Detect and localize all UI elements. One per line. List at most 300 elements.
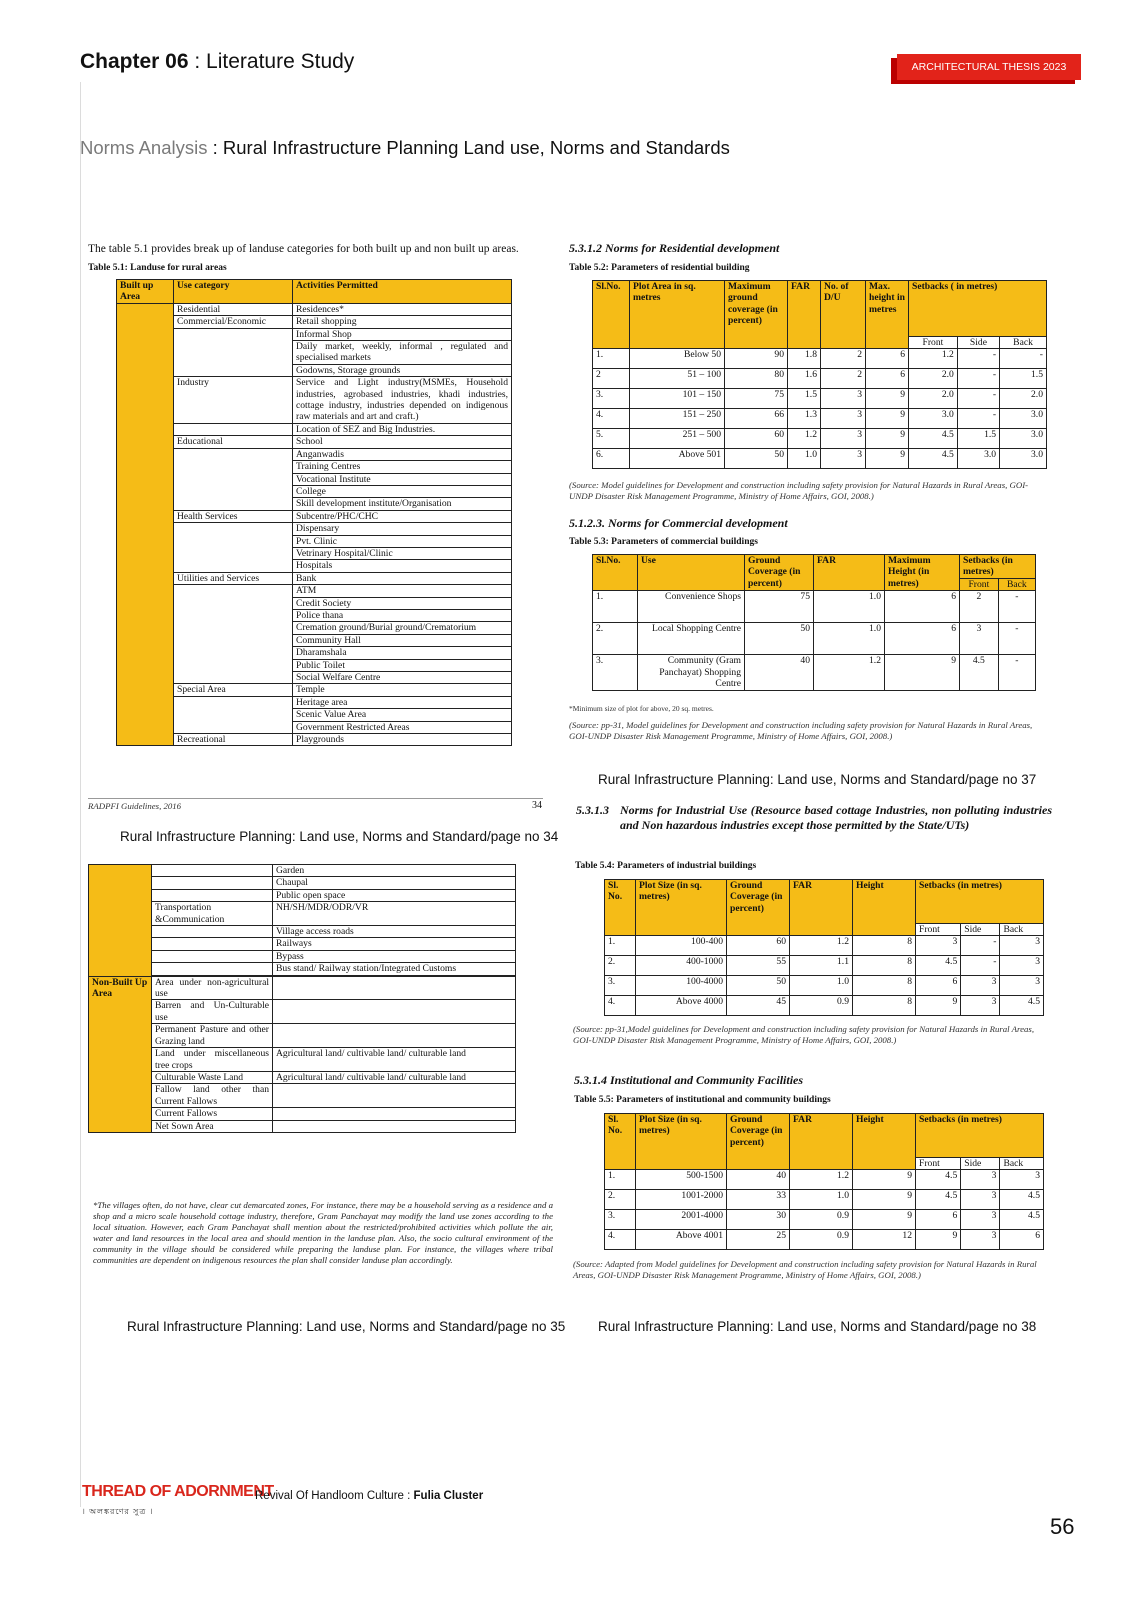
col-header: Plot Area in sq. metres: [630, 281, 725, 349]
table-cell: [89, 926, 152, 938]
table-cell: 1.5: [788, 389, 821, 409]
table-cell: [174, 448, 293, 460]
table-row: [593, 389, 1047, 409]
footer-text: Revival Of Handloom Culture : Fulia Cluster: [255, 1490, 484, 1502]
table-cell: [174, 622, 293, 634]
table-row: [605, 1190, 1044, 1210]
table-cell: 40: [745, 655, 814, 691]
table-cell: Police thana: [293, 609, 512, 621]
table-row: [117, 560, 512, 572]
table-row: [117, 436, 512, 448]
table-row: [117, 547, 512, 559]
table-cell: 3.: [593, 389, 630, 409]
table-cell: Current Fallows: [152, 1108, 273, 1120]
table-cell: Agricultural land/ cultivable land/ culturable land: [273, 1071, 516, 1083]
page-number: 56: [1050, 1514, 1075, 1539]
table-cell: -: [998, 655, 1035, 691]
table-cell: [117, 585, 174, 597]
table-cell: 9: [866, 409, 909, 429]
table-row: [117, 634, 512, 646]
table-cell: [117, 436, 174, 448]
table-cell: 1.5: [1000, 369, 1047, 389]
table-cell: [117, 341, 174, 365]
table-cell: [273, 1108, 516, 1120]
table-cell: 1001-2000: [636, 1190, 727, 1210]
table-cell: -: [998, 591, 1035, 623]
table-cell: 3.: [605, 1210, 636, 1230]
margin-rule: [80, 82, 81, 1507]
table-cell: [89, 950, 152, 962]
institutional-heading: 5.3.1.4 Institutional and Community Facilities: [574, 1073, 804, 1087]
table-cell: [273, 976, 516, 1000]
residential-heading: 5.3.1.2 Norms for Residential development: [569, 241, 780, 255]
table-cell: 4.5: [909, 429, 958, 449]
table-cell: Temple: [293, 684, 512, 696]
table-cell: 1.: [605, 1170, 636, 1190]
table-cell: 3.: [593, 655, 638, 691]
table-cell: 0.9: [790, 1210, 853, 1230]
col-header: Maximum ground coverage (in percent): [725, 281, 788, 349]
col-header: Sl. No.: [605, 880, 636, 936]
col-header: FAR: [788, 281, 821, 349]
table-cell: Above 4000: [636, 996, 727, 1016]
table-source: RADPFI Guidelines, 2016: [88, 801, 182, 811]
table-cell: [174, 609, 293, 621]
table-cell: [117, 709, 174, 721]
table-cell: [174, 498, 293, 510]
table-row: [593, 349, 1047, 369]
table-cell: [117, 721, 174, 733]
brand-logo: THREAD OF ADORNMENT: [82, 1483, 274, 1500]
table-cell: 5.: [593, 429, 630, 449]
table-cell: [117, 684, 174, 696]
table-cell: [89, 889, 152, 901]
table-cell: 75: [725, 389, 788, 409]
chapter-title: Chapter 06 : Literature Study: [80, 50, 355, 73]
table-cell: [89, 1108, 152, 1120]
col-header: Ground Coverage (in percent): [727, 1114, 790, 1170]
table-cell: 2.0: [909, 389, 958, 409]
table-cell: [174, 560, 293, 572]
table-cell: 2: [821, 349, 866, 369]
table-cell: 8: [853, 956, 916, 976]
table-cell: 4.: [605, 996, 636, 1016]
table-row: [593, 655, 1036, 691]
table-cell: 1.0: [790, 976, 853, 996]
table-cell: Convenience Shops: [638, 591, 745, 623]
table-cell: 25: [727, 1230, 790, 1250]
table-cell: [89, 1084, 152, 1108]
table-cell: 3: [1000, 956, 1044, 976]
table-row: [117, 696, 512, 708]
table-cell: 4.5: [960, 655, 999, 691]
table-cell: Godowns, Storage grounds: [293, 364, 512, 376]
table-cell: 3: [1000, 1170, 1044, 1190]
table-cell: [117, 377, 174, 424]
table-cell: [117, 523, 174, 535]
table-cell: -: [957, 409, 999, 429]
table-caption: Table 5.4: Parameters of industrial buildings: [575, 861, 757, 871]
col-header: Max. height in metres: [866, 281, 909, 349]
table-cell: [174, 597, 293, 609]
institutional-table: [604, 1113, 1044, 1250]
table-cell: 1.6: [788, 369, 821, 389]
table-caption: Table 5.2: Parameters of residential building: [569, 263, 750, 273]
table-cell: -: [961, 956, 1000, 976]
table-row: [117, 684, 512, 696]
table-cell: 1.2: [790, 1170, 853, 1190]
table-cell: 4.5: [1000, 1210, 1044, 1230]
table-cell: [89, 865, 152, 877]
table-row: [117, 709, 512, 721]
table-cell: Daily market, weekly, informal , regulated and specialised markets: [293, 341, 512, 365]
table-cell: -: [957, 389, 999, 409]
industrial-heading-num: 5.3.1.3: [576, 803, 609, 817]
table-cell: Commercial/Economic: [174, 316, 293, 328]
table-cell: 2.: [593, 623, 638, 655]
table-cell: 1.0: [814, 591, 885, 623]
table-cell: -: [957, 349, 999, 369]
table-cell: 4.5: [909, 449, 958, 469]
col-header: Plot Size (in sq. metres): [636, 880, 727, 936]
table-row: [593, 409, 1047, 429]
col-header: Sl.No.: [593, 281, 630, 349]
table-cell: Vetrinary Hospital/Clinic: [293, 547, 512, 559]
sub-header: Side: [957, 337, 999, 349]
col-header: Setbacks (in metres): [916, 880, 1044, 924]
table-cell: 9: [916, 996, 961, 1016]
table-cell: [174, 328, 293, 340]
table-cell: 90: [725, 349, 788, 369]
table-cell: [273, 1024, 516, 1048]
table-cell: Playgrounds: [293, 734, 512, 746]
table-cell: [117, 498, 174, 510]
table-cell: Retail shopping: [293, 316, 512, 328]
table-cell: 2001-4000: [636, 1210, 727, 1230]
table-cell: [117, 485, 174, 497]
table-cell: [174, 461, 293, 473]
table-cell: [273, 1084, 516, 1108]
table-cell: [273, 1120, 516, 1132]
table-cell: 3: [1000, 936, 1044, 956]
table-cell: 3.0: [909, 409, 958, 429]
col-header: Height: [853, 1114, 916, 1170]
table-cell: [89, 938, 152, 950]
table-cell: [117, 510, 174, 522]
table-cell: 6: [885, 623, 960, 655]
section-title: Norms Analysis : Rural Infrastructure Planning Land use, Norms and Standards: [80, 137, 730, 158]
table-cell: [174, 523, 293, 535]
col-header: Sl. No.: [605, 1114, 636, 1170]
commercial-table: [592, 554, 1036, 691]
table-cell: 101 – 150: [630, 389, 725, 409]
table-cell: 1.0: [814, 623, 885, 655]
caption-p37: Rural Infrastructure Planning: Land use, Norms and Standard/page no 37: [598, 772, 1037, 787]
table-cell: [152, 926, 273, 938]
table-row: [117, 485, 512, 497]
table-cell: 33: [727, 1190, 790, 1210]
table-header-row: [117, 280, 512, 304]
table-row: [117, 341, 512, 365]
table-row: [117, 585, 512, 597]
table-cell: 50: [745, 623, 814, 655]
table-cell: [174, 364, 293, 376]
table-cell: ATM: [293, 585, 512, 597]
table-cell: 8: [853, 996, 916, 1016]
table-cell: 3: [821, 409, 866, 429]
table-cell: Railways: [273, 938, 516, 950]
table-cell: Public open space: [273, 889, 516, 901]
col-header: No. of D/U: [821, 281, 866, 349]
table-cell: 1.: [605, 936, 636, 956]
table-cell: 1.: [593, 591, 638, 623]
table-cell: [117, 734, 174, 746]
col-header: FAR: [814, 555, 885, 591]
table-cell: 3: [821, 429, 866, 449]
commercial-heading: 5.1.2.3. Norms for Commercial development: [569, 516, 788, 530]
sub-header: Back: [1000, 924, 1044, 936]
table-cell: College: [293, 485, 512, 497]
table-cell: [174, 535, 293, 547]
table-row: [117, 510, 512, 522]
col-header: Sl.No.: [593, 555, 638, 591]
caption-p34: Rural Infrastructure Planning: Land use, Norms and Standard/page no 34: [120, 829, 559, 844]
table-cell: 100-4000: [636, 976, 727, 996]
table-cell: Utilities and Services: [174, 572, 293, 584]
landuse-note: *The villages often, do not have, clear cut demarcated zones, For instance, there may be a household serving as a residence and a shop and a micro scale household cottage industry, therefore, Gram Panchayat may modify the land use zones according to the local situation. However, each Gram Panchayat shall mention about the restricted/prohibited activities which pollute the air, water and land resources in the local area and should mention in the landuse plan. Also, the socio cultural environment of the community in the village should be considered while preparing the landuse plan. For instance, the villages where tribal communities are dependent on indigenous resources the plan shall consider landuse plan accordingly.: [93, 1200, 553, 1265]
table-cell: 6.: [593, 449, 630, 469]
table-row: [89, 950, 516, 962]
table-cell: 1.0: [790, 1190, 853, 1210]
table-cell: [89, 1048, 152, 1072]
table-row: [593, 591, 1036, 623]
table-cell: [174, 341, 293, 365]
table-cell: [117, 672, 174, 684]
table-cell: [174, 547, 293, 559]
table-cell: [117, 622, 174, 634]
table-row: [605, 1230, 1044, 1250]
table-row: [605, 976, 1044, 996]
table-cell: 75: [745, 591, 814, 623]
table-cell: 0.9: [790, 1230, 853, 1250]
table-cell: Public Toilet: [293, 659, 512, 671]
table-cell: [89, 877, 152, 889]
table-cell: Barren and Un-Culturable use: [152, 1000, 273, 1024]
table-row: [117, 572, 512, 584]
table-cell: 3: [961, 976, 1000, 996]
table-cell: [152, 963, 273, 975]
table-row: [117, 535, 512, 547]
col-header: FAR: [790, 880, 853, 936]
table-source: (Source: Model guidelines for Development and construction including safety provision for Natural Hazards in Rural Areas, GOI-UNDP Disaster Risk Management Programme, Ministry of Home Affairs, GOI, 2008.): [569, 480, 1029, 501]
sub-header: Side: [961, 1158, 1000, 1170]
table-cell: Anganwadis: [293, 448, 512, 460]
table-row: [117, 364, 512, 376]
table-cell: [89, 1071, 152, 1083]
table-cell: 2.: [605, 956, 636, 976]
table-cell: Permanent Pasture and other Grazing land: [152, 1024, 273, 1048]
col-header: Plot Size (in sq. metres): [636, 1114, 727, 1170]
table-cell: Above 4001: [636, 1230, 727, 1250]
table-cell: [117, 597, 174, 609]
table-cell: 151 – 250: [630, 409, 725, 429]
table-cell: 3: [821, 449, 866, 469]
table-cell: [117, 535, 174, 547]
page-number: 34: [532, 800, 542, 811]
table-cell: Cremation ground/Burial ground/Crematorium: [293, 622, 512, 634]
table-cell: [117, 634, 174, 646]
table-cell: 3: [961, 996, 1000, 1016]
table-cell: [273, 1000, 516, 1024]
table-cell: 2.0: [1000, 389, 1047, 409]
table-cell: 6: [1000, 1230, 1044, 1250]
table-cell: 251 – 500: [630, 429, 725, 449]
table-cell: 3: [961, 1230, 1000, 1250]
table-cell: Social Welfare Centre: [293, 672, 512, 684]
table-cell: 60: [725, 429, 788, 449]
table-cell: 3.0: [1000, 409, 1047, 429]
table-cell: Transportation &Communication: [152, 902, 273, 926]
table-cell: [117, 609, 174, 621]
table-cell: Recreational: [174, 734, 293, 746]
table-cell: [117, 448, 174, 460]
table-row: [117, 721, 512, 733]
table-cell: 1.2: [909, 349, 958, 369]
table-row: [89, 1048, 516, 1072]
table-row: [89, 902, 516, 926]
table-cell: 45: [727, 996, 790, 1016]
table-cell: [174, 696, 293, 708]
table-cell: [89, 1024, 152, 1048]
col-header: Use category: [174, 280, 293, 304]
table-row: [593, 623, 1036, 655]
table-cell: [174, 485, 293, 497]
table-cell: 9: [853, 1190, 916, 1210]
table-cell: 4.5: [1000, 996, 1044, 1016]
table-row: [89, 963, 516, 975]
table-cell: 3.0: [957, 449, 999, 469]
table-cell: 51 – 100: [630, 369, 725, 389]
caption-p38: Rural Infrastructure Planning: Land use, Norms and Standard/page no 38: [598, 1319, 1037, 1334]
table-cell: Bank: [293, 572, 512, 584]
table-cell: 4.5: [916, 956, 961, 976]
table-row: [117, 647, 512, 659]
table-row: [593, 429, 1047, 449]
table-cell: [117, 547, 174, 559]
table-cell: 1.2: [790, 936, 853, 956]
table-cell: Community Hall: [293, 634, 512, 646]
table-cell: 4.5: [1000, 1190, 1044, 1210]
intro-text: The table 5.1 provides break up of landuse categories for both built up and non built up areas.: [88, 243, 519, 255]
table-cell: 50: [725, 449, 788, 469]
table-cell: 2: [821, 369, 866, 389]
brand-subtitle: । অলঙ্করণের সুত্র ।: [82, 1507, 154, 1516]
table-cell: [117, 316, 174, 328]
table-cell: 9: [866, 389, 909, 409]
table-cell: Special Area: [174, 684, 293, 696]
table-cell: [152, 938, 273, 950]
sub-header: Back: [1000, 1158, 1044, 1170]
table-cell: 1.0: [788, 449, 821, 469]
table-cell: 6: [916, 1210, 961, 1230]
table-cell: Community (Gram Panchayat) Shopping Centre: [638, 655, 745, 691]
table-cell: Net Sown Area: [152, 1120, 273, 1132]
table-cell: Government Restricted Areas: [293, 721, 512, 733]
table-source: (Source: Adapted from Model guidelines for Development and construction including safety provision for Natural Hazards in Rural Areas, GOI-UNDP Disaster Risk Management Programme, Ministry of Home Affairs, GOI, 2008.): [573, 1259, 1037, 1280]
table-cell: Informal Shop: [293, 328, 512, 340]
table-cell: 3: [821, 389, 866, 409]
table-cell: [117, 572, 174, 584]
table-row: [593, 449, 1047, 469]
sub-header: Front: [916, 924, 961, 936]
col-header: Ground Coverage (in percent): [745, 555, 814, 591]
table-row: [89, 1071, 516, 1083]
table-row: [117, 523, 512, 535]
table-row: [89, 1108, 516, 1120]
table-row: [89, 938, 516, 950]
residential-table: [592, 280, 1047, 469]
table-row: [89, 877, 516, 889]
table-cell: Scenic Value Area: [293, 709, 512, 721]
table-cell: [117, 696, 174, 708]
table-cell: Area under non-agricultural use: [152, 976, 273, 1000]
col-header: Built up Area: [117, 280, 174, 304]
table-cell: -: [1000, 349, 1047, 369]
table-cell: [174, 659, 293, 671]
table-row: [117, 473, 512, 485]
table-cell: 4.5: [916, 1170, 961, 1190]
table-cell: [174, 709, 293, 721]
table-row: [117, 377, 512, 424]
table-row: [117, 622, 512, 634]
table-cell: Land under miscellaneous tree crops: [152, 1048, 273, 1072]
table-row: [117, 328, 512, 340]
col-header: Setbacks (in metres): [960, 555, 1036, 579]
col-header: Use: [638, 555, 745, 591]
industrial-heading: Norms for Industrial Use (Resource based cottage Industries, non polluting industries and Non hazardous industries except those permitted by the State/UTs): [620, 803, 1052, 832]
table-row: [605, 1170, 1044, 1190]
table-cell: Below 50: [630, 349, 725, 369]
table-cell: [174, 585, 293, 597]
table-cell: 1.: [593, 349, 630, 369]
table-cell: 9: [916, 1230, 961, 1250]
table-cell: Dispensary: [293, 523, 512, 535]
table-cell: 1.5: [957, 429, 999, 449]
table-cell: 9: [885, 655, 960, 691]
table-cell: [174, 423, 293, 435]
table-row: [117, 461, 512, 473]
table-cell: [117, 560, 174, 572]
table-row: [89, 926, 516, 938]
landuse-table: [116, 279, 512, 746]
table-cell: Service and Light industry(MSMEs, Household industries, agrobased industries, khadi industries, cottage industry, industries depended on indigenous raw materials and art and craft.): [293, 377, 512, 424]
table-row: [593, 369, 1047, 389]
table-footnote: *Minimum size of plot for above, 20 sq. metres.: [569, 704, 714, 713]
col-header: Setbacks (in metres): [916, 1114, 1044, 1158]
col-header: Height: [853, 880, 916, 936]
table-cell: Vocational Institute: [293, 473, 512, 485]
table-cell: Bypass: [273, 950, 516, 962]
industrial-table: [604, 879, 1044, 1016]
table-row: [605, 1210, 1044, 1230]
table-row: [117, 672, 512, 684]
table-cell: [89, 1000, 152, 1024]
table-cell: [174, 473, 293, 485]
table-cell: [89, 1120, 152, 1132]
table-cell: School: [293, 436, 512, 448]
table-row: [605, 956, 1044, 976]
col-header: Activities Permitted: [293, 280, 512, 304]
